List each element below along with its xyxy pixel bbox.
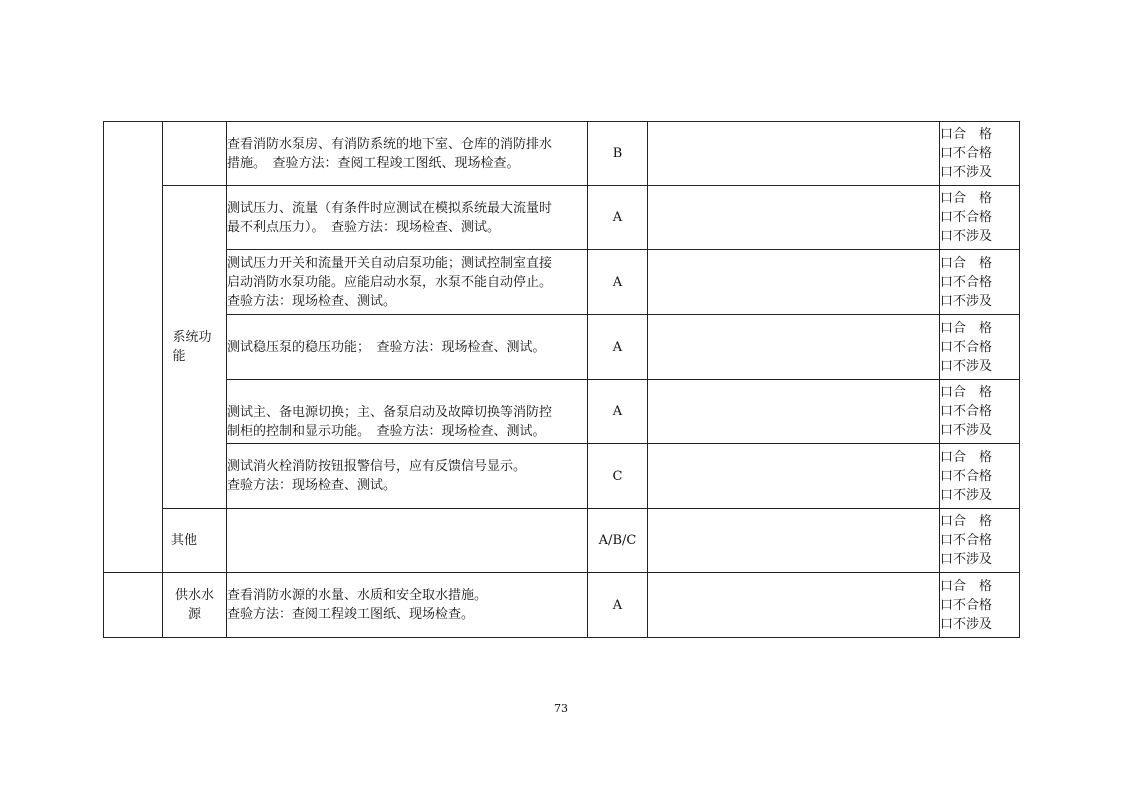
description-cell	[227, 380, 588, 444]
not-applicable-checkbox[interactable]: 口不涉及	[940, 487, 993, 503]
not-applicable-checkbox[interactable]: 口不涉及	[940, 552, 993, 567]
grade-cell	[588, 573, 648, 638]
table-row	[104, 122, 1020, 186]
description-line: 测试稳压泵的稳压功能； 查验方法：现场检查、测试。	[227, 339, 546, 355]
description-cell	[227, 509, 588, 573]
description-cell	[227, 250, 588, 315]
grade-cell	[588, 444, 648, 509]
description-line: 查验方法：现场检查、测试。	[227, 478, 397, 493]
pass-checkbox[interactable]: 口合 格	[940, 385, 993, 400]
description-cell	[227, 315, 588, 380]
description-line: 测试压力、流量（有条件时应测试在模拟系统最大流量时	[227, 200, 553, 216]
description-cell	[227, 573, 588, 638]
result-cell	[940, 250, 1020, 315]
not-applicable-checkbox[interactable]: 口不涉及	[940, 165, 993, 180]
description-line: 测试消火栓消防按钮报警信号，应有反馈信号显示。	[227, 459, 527, 474]
grade-cell	[588, 122, 648, 186]
notes-cell[interactable]	[648, 444, 940, 509]
description-cell	[227, 444, 588, 509]
grade-text: A	[612, 404, 623, 419]
category-cell	[163, 122, 227, 186]
notes-cell[interactable]	[648, 250, 940, 315]
result-cell	[940, 122, 1020, 186]
grade-text: A/B/C	[598, 533, 637, 548]
description-line: 查看消防水源的水量、水质和安全取水措施。	[227, 588, 488, 603]
pass-checkbox[interactable]: 口合 格	[940, 255, 993, 271]
fail-checkbox[interactable]: 口不合格	[940, 210, 993, 225]
inspection-table	[103, 121, 1020, 638]
result-cell	[940, 509, 1020, 573]
notes-cell[interactable]	[648, 315, 940, 380]
pass-checkbox[interactable]: 口合 格	[940, 191, 993, 206]
pass-checkbox[interactable]: 口合 格	[940, 514, 993, 529]
notes-cell[interactable]	[648, 509, 940, 573]
description-line: 测试压力开关和流量开关自动启泵功能；测试控制室直接	[227, 255, 553, 271]
category-label: 系统功能	[172, 330, 212, 364]
description-line: 最不利点压力）。 查验方法：现场检查、测试。	[227, 219, 501, 235]
section-cell	[104, 122, 163, 573]
description-line: 查验方法：现场检查、测试。	[227, 293, 397, 309]
table-row	[104, 509, 1020, 573]
grade-text: A	[612, 274, 623, 290]
result-cell	[940, 444, 1020, 509]
not-applicable-checkbox[interactable]: 口不涉及	[940, 293, 993, 309]
grade-text: C	[612, 468, 623, 484]
description-line: 措施。 查验方法：查阅工程竣工图纸、现场检查。	[227, 155, 520, 171]
not-applicable-checkbox[interactable]: 口不涉及	[940, 423, 993, 438]
description-line: 启动消防水泵功能。应能启动水泵，水泵不能自动停止。	[227, 274, 553, 290]
description-line: 查验方法：查阅工程竣工图纸、现场检查。	[227, 607, 475, 622]
pass-checkbox[interactable]: 口合 格	[940, 449, 993, 465]
category-cell	[163, 186, 227, 509]
grade-text: A	[612, 597, 623, 613]
table-row	[104, 186, 1020, 250]
description-line: 测试主、备电源切换；主、备泵启动及故障切换等消防控	[227, 405, 553, 420]
table-row	[104, 250, 1020, 315]
fail-checkbox[interactable]: 口不合格	[940, 533, 993, 548]
grade-cell	[588, 250, 648, 315]
table-row	[104, 444, 1020, 509]
category-cell	[163, 509, 227, 573]
category-label: 其他	[171, 533, 198, 548]
grade-text: B	[612, 146, 623, 161]
fail-checkbox[interactable]: 口不合格	[940, 274, 993, 290]
pass-checkbox[interactable]: 口合 格	[940, 578, 993, 594]
notes-cell[interactable]	[648, 122, 940, 186]
description-cell	[227, 122, 588, 186]
table-row	[104, 315, 1020, 380]
notes-cell[interactable]	[648, 186, 940, 250]
result-cell	[940, 380, 1020, 444]
not-applicable-checkbox[interactable]: 口不涉及	[940, 229, 993, 244]
page-number: 73	[554, 702, 568, 715]
description-line: 查看消防水泵房、有消防系统的地下室、仓库的消防排水	[227, 136, 553, 152]
grade-cell	[588, 186, 648, 250]
description-line: 制柜的控制和显示功能。 查验方法：现场检查、测试。	[227, 424, 546, 439]
notes-cell[interactable]	[648, 573, 940, 638]
grade-cell	[588, 380, 648, 444]
table-row	[104, 573, 1020, 638]
section-cell	[104, 573, 163, 638]
pass-checkbox[interactable]: 口合 格	[940, 320, 993, 336]
result-cell	[940, 573, 1020, 638]
table-row	[104, 380, 1020, 444]
grade-text: A	[612, 339, 623, 355]
fail-checkbox[interactable]: 口不合格	[940, 339, 993, 355]
fail-checkbox[interactable]: 口不合格	[940, 597, 993, 613]
result-cell	[940, 186, 1020, 250]
fail-checkbox[interactable]: 口不合格	[940, 146, 993, 161]
grade-cell	[588, 315, 648, 380]
category-cell	[163, 573, 227, 638]
pass-checkbox[interactable]: 口合 格	[940, 127, 993, 142]
grade-cell	[588, 509, 648, 573]
category-label: 供水水源	[174, 588, 214, 622]
fail-checkbox[interactable]: 口不合格	[940, 404, 993, 419]
grade-text: A	[612, 210, 623, 225]
notes-cell[interactable]	[648, 380, 940, 444]
description-cell	[227, 186, 588, 250]
not-applicable-checkbox[interactable]: 口不涉及	[940, 616, 993, 632]
fail-checkbox[interactable]: 口不合格	[940, 468, 993, 484]
result-cell	[940, 315, 1020, 380]
not-applicable-checkbox[interactable]: 口不涉及	[940, 358, 993, 374]
